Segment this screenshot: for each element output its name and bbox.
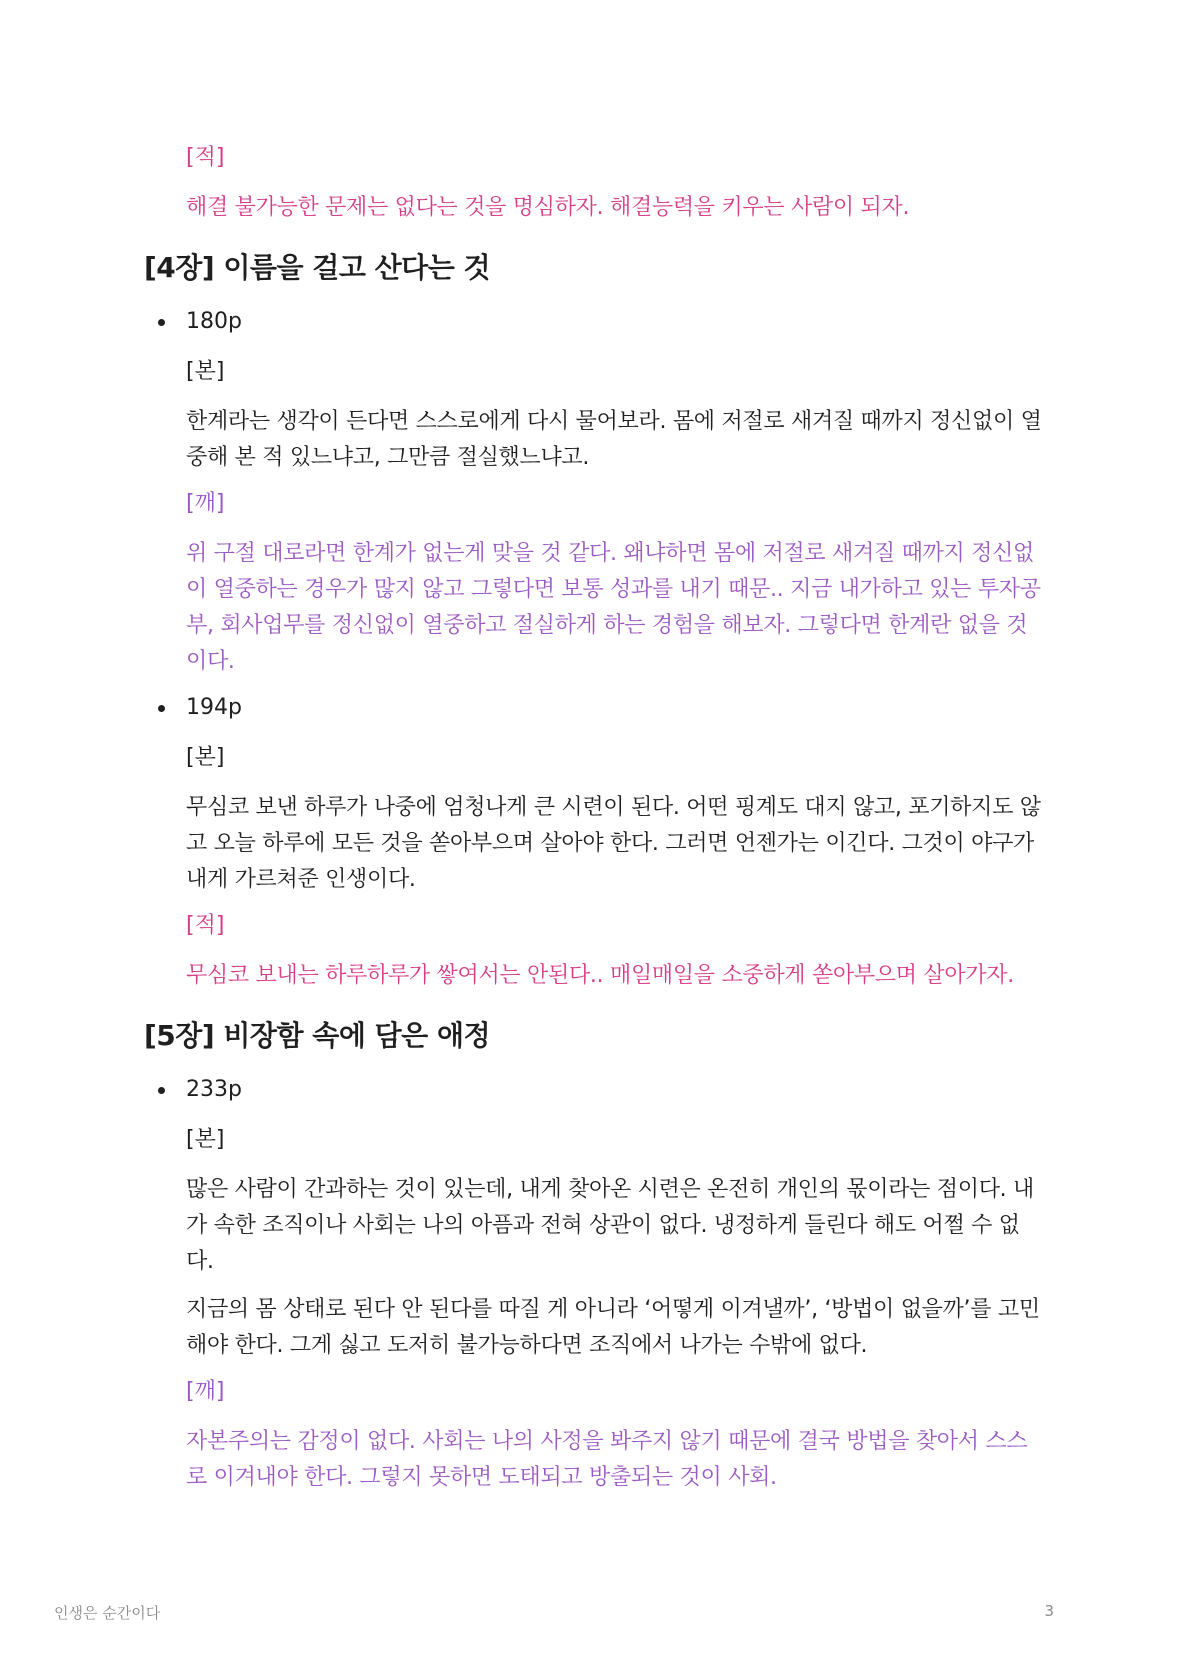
apply-text: 무심코 보내는 하루하루가 쌓여서는 안된다.. 매일매일을 소중하게 쏟아부으며 살아가자. bbox=[186, 963, 1014, 988]
list-item bbox=[144, 692, 1044, 724]
chapter-5-heading: [5장] 비장함 속에 담은 애정 bbox=[144, 1019, 491, 1052]
quote-text: 한계라는 생각이 든다면 스스로에게 다시 물어보라. 몸에 저절로 새겨질 때까지 정신없이 열중해 본 적 있느냐고, 그만큼 절실했느냐고. bbox=[186, 409, 1042, 470]
note-text: 해결 불가능한 문제는 없다는 것을 명심하자. 해결능력을 키우는 사람이 되자. bbox=[186, 195, 910, 220]
quote-text: 많은 사람이 간과하는 것이 있는데, 내게 찾아온 시련은 온전히 개인의 몫이라는 점이다. 내가 속한 조직이나 사회는 나의 아픔과 전혀 상관이 없다. 냉정하게 들린다 해도 어쩔 수 없다. bbox=[186, 1177, 1034, 1274]
footer-page-number: 3 bbox=[1044, 1602, 1054, 1620]
quote-text-continued: 지금의 몸 상태로 된다 안 된다를 따질 게 아니라 ‘어떻게 이겨낼까’, ‘방법이 없을까’를 고민해야 한다. 그게 싫고 도저히 불가능하다면 조직에서 나가는 수밖에 없다. bbox=[186, 1297, 1040, 1358]
quote-tag: [본] bbox=[186, 745, 225, 770]
bullet-icon bbox=[158, 1087, 165, 1094]
apply-tag: [적] bbox=[186, 913, 225, 938]
chapter-4-heading: [4장] 이름을 걸고 산다는 것 bbox=[144, 251, 491, 284]
quote-tag: [본] bbox=[186, 359, 225, 384]
insight-tag: [깨] bbox=[186, 1379, 225, 1404]
bullet-icon bbox=[158, 319, 165, 326]
quote-block bbox=[186, 742, 1044, 994]
quote-tag: [본] bbox=[186, 1127, 225, 1152]
note-tag: [적] bbox=[186, 145, 225, 170]
list-item bbox=[144, 306, 1044, 338]
insight-text: 위 구절 대로라면 한계가 없는게 맞을 것 같다. 왜냐하면 몸에 저절로 새겨질 때까지 정신없이 열중하는 경우가 많지 않고 그렇다면 보통 성과를 내기 때문.. 지금 내가하고 있는 투자공부, 회사업무를 정신없이 열중하고 절실하게 하는 경험을 해보자. 그렇다면 한계란 없을 것이다. bbox=[186, 541, 1041, 674]
top-note bbox=[186, 142, 1044, 226]
footer-document-title: 인생은 순간이다 bbox=[54, 1604, 161, 1622]
insight-tag: [깨] bbox=[186, 491, 225, 516]
page-content bbox=[144, 142, 1044, 1508]
list-item bbox=[144, 1074, 1044, 1106]
insight-text: 자본주의는 감정이 없다. 사회는 나의 사정을 봐주지 않기 때문에 결국 방법을 찾아서 스스로 이겨내야 한다. 그렇지 못하면 도태되고 방출되는 것이 사회. bbox=[186, 1429, 1028, 1490]
page-reference: 194p bbox=[186, 695, 242, 720]
page-reference: 233p bbox=[186, 1077, 242, 1102]
page-reference: 180p bbox=[186, 309, 242, 334]
bullet-icon bbox=[158, 705, 165, 712]
quote-text: 무심코 보낸 하루가 나중에 엄청나게 큰 시련이 된다. 어떤 핑계도 대지 않고, 포기하지도 않고 오늘 하루에 모든 것을 쏟아부으며 살아야 한다. 그러면 언젠가는 이긴다. 그것이 야구가 내게 가르쳐준 인생이다. bbox=[186, 795, 1041, 892]
quote-block bbox=[186, 1124, 1044, 1496]
quote-block bbox=[186, 356, 1044, 680]
